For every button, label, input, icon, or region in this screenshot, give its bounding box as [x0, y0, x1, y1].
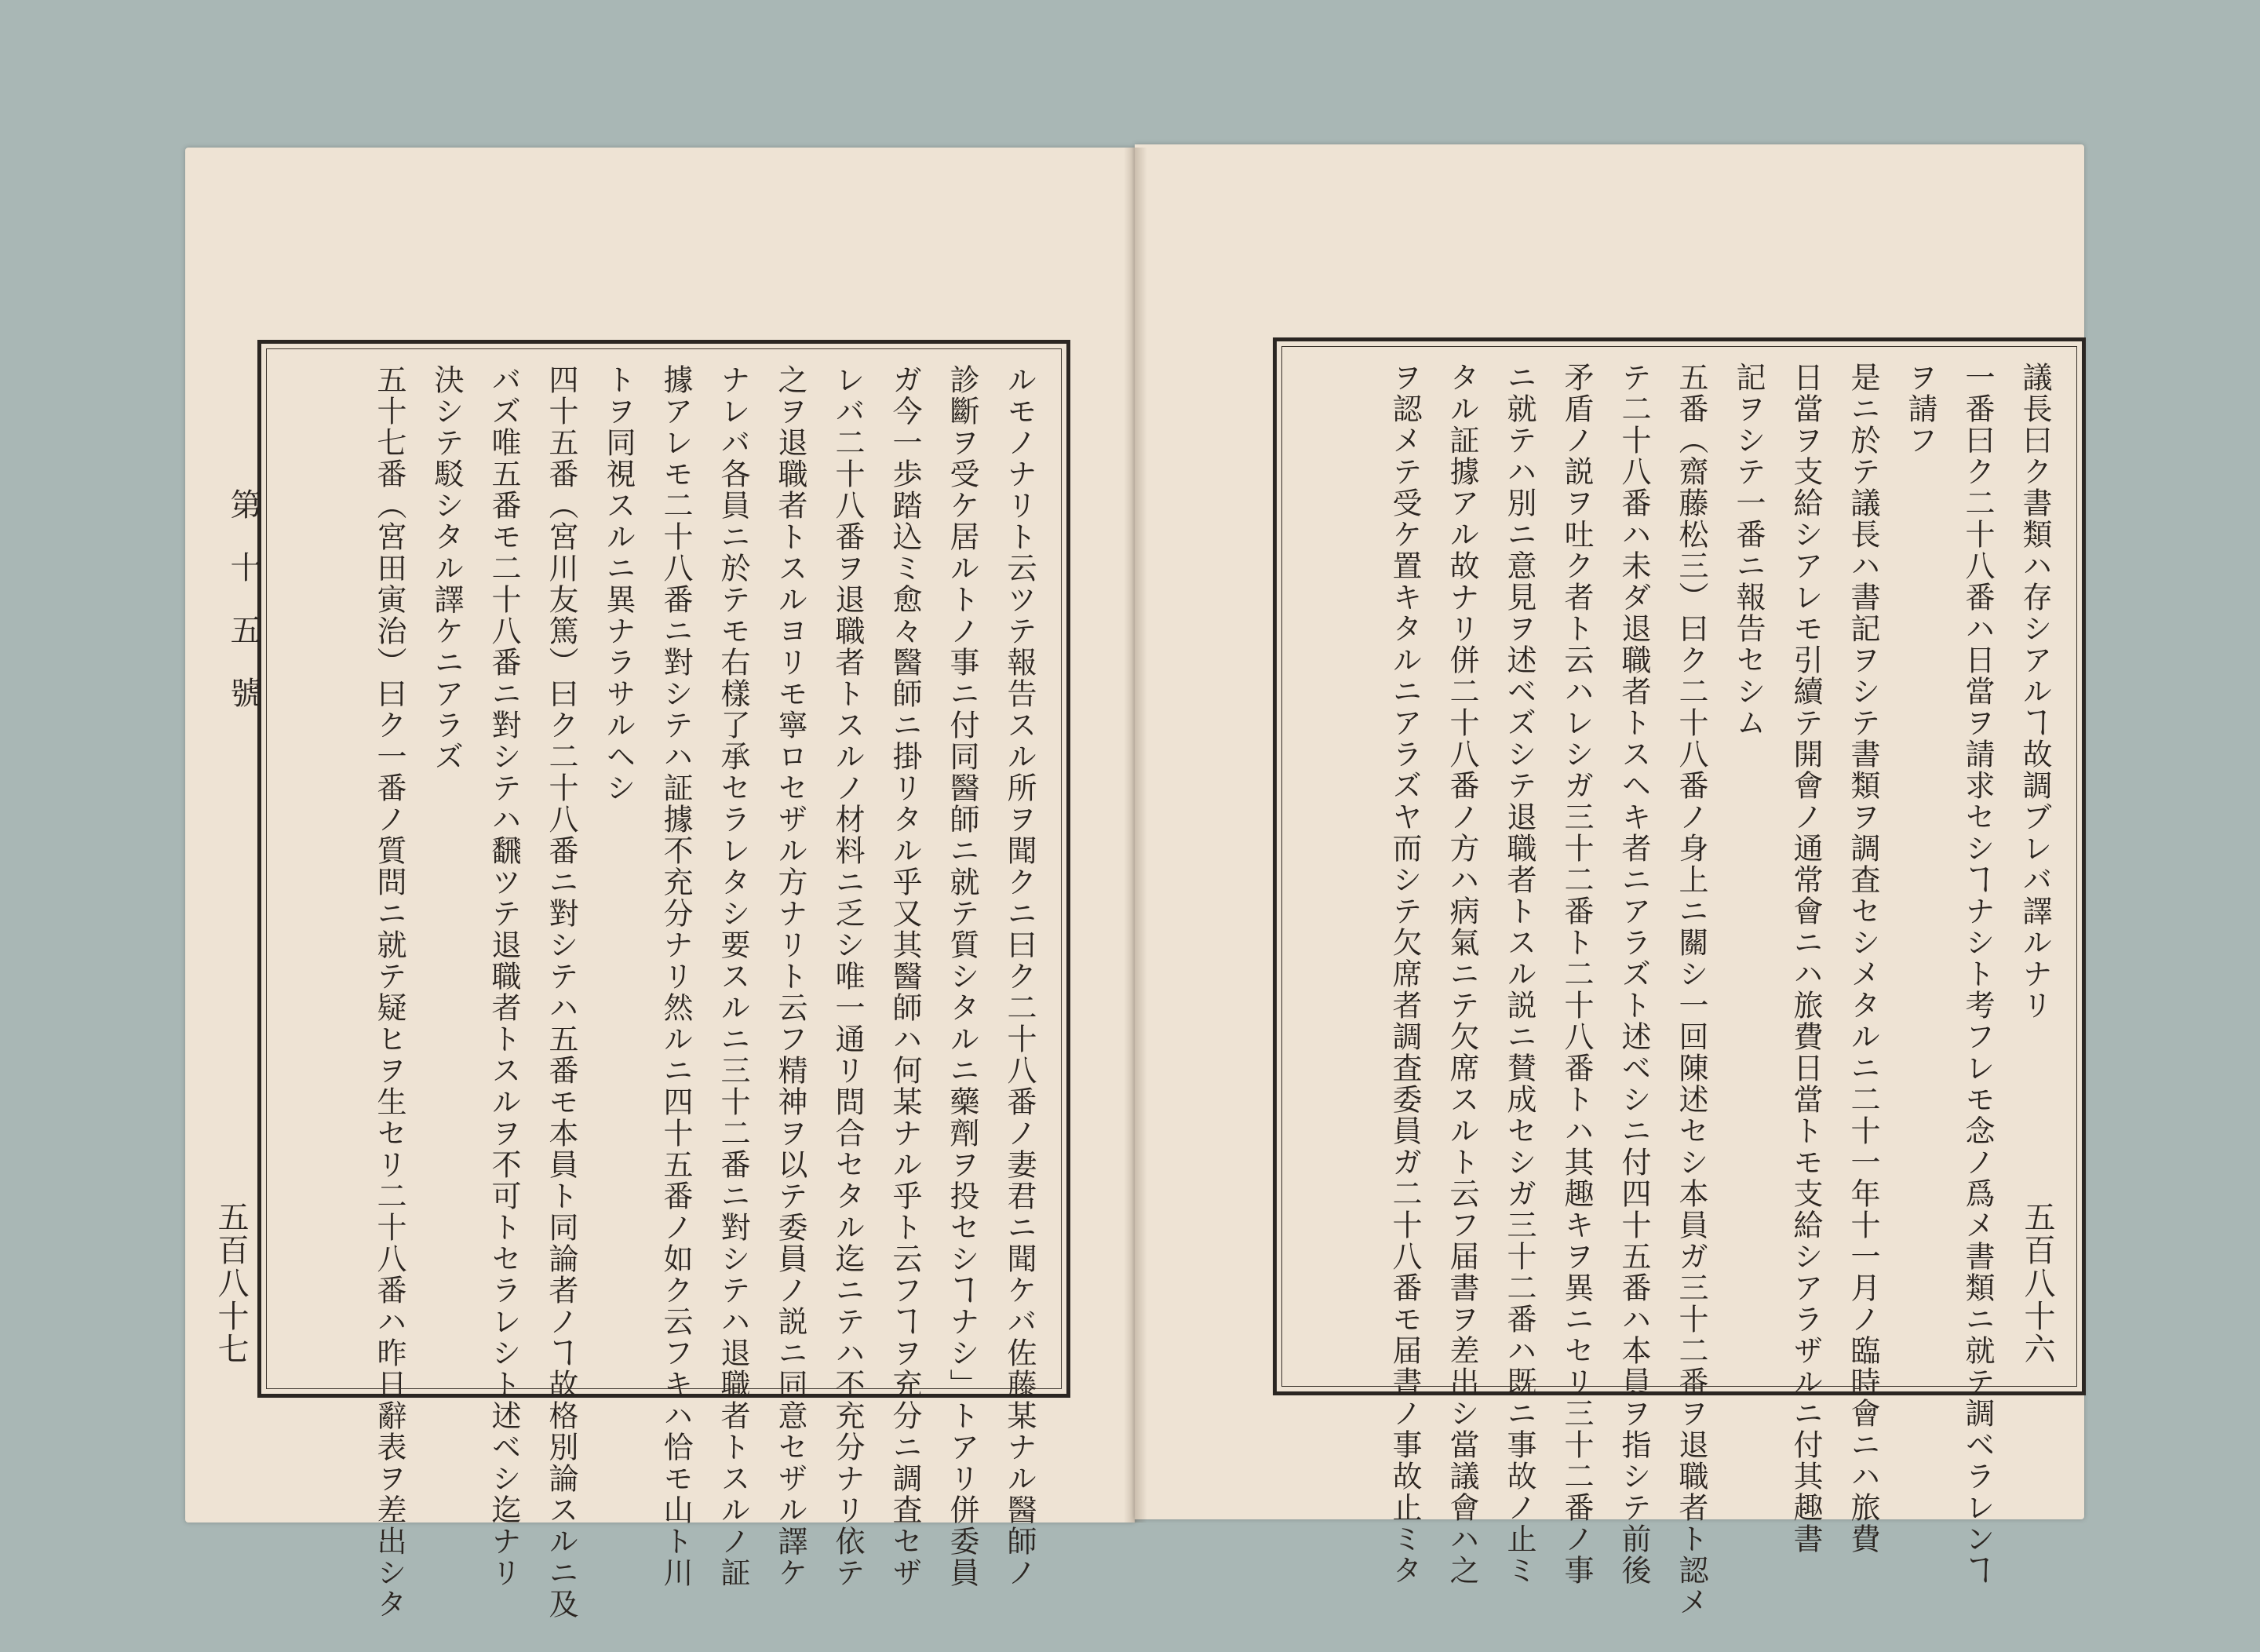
right-page-number: 五百八十六: [2019, 1201, 2055, 1366]
left-column: トヲ同視スルニ異ナラサルヘシ: [601, 364, 636, 804]
left-column: 四十五番（宮川友篤）曰ク二十八番ニ對シテハ五番モ本員ト同論者ノヿ故格別論スルニ及: [544, 364, 578, 1620]
left-column: バズ唯五番モ二十八番ニ對シテハ飜ツテ退職者トスルヲ不可トセラレシト述ベシ迄ナリ: [487, 364, 521, 1588]
right-column: テ二十八番ハ未ダ退職者トスヘキ者ニアラズト述ベシニ付四十五番ハ本員ヲ指シテ前後: [1617, 362, 1651, 1586]
left-column: ルモノナリト云ツテ報告スル所ヲ聞クニ曰ク二十八番ノ妻君ニ聞ケバ佐藤某ナル醫師ノ: [1002, 364, 1037, 1588]
right-column: ヲ請フ: [1903, 362, 1937, 456]
right-column: 是ニ於テ議長ハ書記ヲシテ書類ヲ調査セシメタルニ二十一年十一月ノ臨時會ニハ旅費: [1846, 362, 1880, 1555]
left-column: 據アレモ二十八番ニ對シテハ証據不充分ナリ然ルニ四十五番ノ如ク云フキハ恰モ山ト川: [658, 364, 693, 1588]
book-gutter: [1124, 148, 1147, 1523]
left-column: 之ヲ退職者トスルヨリモ寧ロセザル方ナリト云フ精神ヲ以テ委員ノ説ニ同意セザル譯ケ: [773, 364, 807, 1588]
right-column: ヲ認メテ受ケ置キタルニアラズヤ而シテ欠席者調査委員ガ二十八番モ届書ノ事故止ミタ: [1387, 362, 1422, 1586]
right-column: ニ就テハ別ニ意見ヲ述ベズシテ退職者トスル説ニ賛成セシガ三十二番ハ既ニ事故ノ止ミ: [1502, 362, 1536, 1586]
left-column: 診斷ヲ受ケ居ルトノ事ニ付同醫師ニ就テ質シタルニ藥劑ヲ投セシヿナシ」トアリ併委員: [945, 364, 979, 1588]
right-column: 日當ヲ支給シアレモ引續テ開會ノ通常會ニハ旅費日當トモ支給シアラザルニ付其趣書: [1788, 362, 1823, 1555]
left-column: ガ今一歩踏込ミ愈々醫師ニ掛リタル乎又其醫師ハ何某ナル乎ト云フヿヲ充分ニ調査セザ: [888, 364, 922, 1588]
left-text-block: [280, 364, 1048, 1620]
right-column: タル証據アル故ナリ併二十八番ノ方ハ病氣ニテ欠席スルト云フ届書ヲ差出シ當議會ハ之: [1445, 362, 1479, 1586]
left-text-frame: [257, 340, 1070, 1620]
left-page-number: 五百八十七: [213, 1201, 249, 1366]
right-text-frame: [1273, 337, 2086, 1617]
right-column: 一番曰ク二十八番ハ日當ヲ請求セシヿナシト考フレモ念ノ爲メ書類ニ就テ調ベラレンヿ: [1960, 362, 1995, 1586]
right-column: 矛盾ノ説ヲ吐ク者ト云ハレシガ三十二番ト二十八番トハ其趣キヲ異ニセリ三十二番ノ事: [1559, 362, 1594, 1586]
right-text-block: [1296, 362, 2063, 1617]
left-column: 五十七番（宮田寅治）曰ク一番ノ質問ニ就テ疑ヒヲ生セリ二十八番ハ昨日辭表ヲ差出シタ: [372, 364, 406, 1620]
right-column: 五番（齋藤松三）曰ク二十八番ノ身上ニ關シ一回陳述セシ本員ガ三十二番ヲ退職者ト認メ: [1674, 362, 1708, 1617]
book-spread: [185, 148, 2084, 1620]
left-column: レバ二十八番ヲ退職者トスルノ材料ニ乏シ唯一通リ問合セタル迄ニテハ不充分ナリ依テ: [830, 364, 865, 1588]
right-column: 記ヲシテ一番ニ報告セシム: [1731, 362, 1766, 738]
issue-label: 第十五號: [225, 488, 261, 739]
left-column: 決シテ駁シタル譯ケニアラズ: [429, 364, 464, 772]
left-column: ナレバ各員ニ於テモ右樣了承セラレタシ要スルニ三十二番ニ對シテハ退職者トスルノ証: [716, 364, 750, 1588]
right-column: 議長曰ク書類ハ存シアルヿ故調ブレバ譯ルナリ: [2018, 362, 2052, 1021]
